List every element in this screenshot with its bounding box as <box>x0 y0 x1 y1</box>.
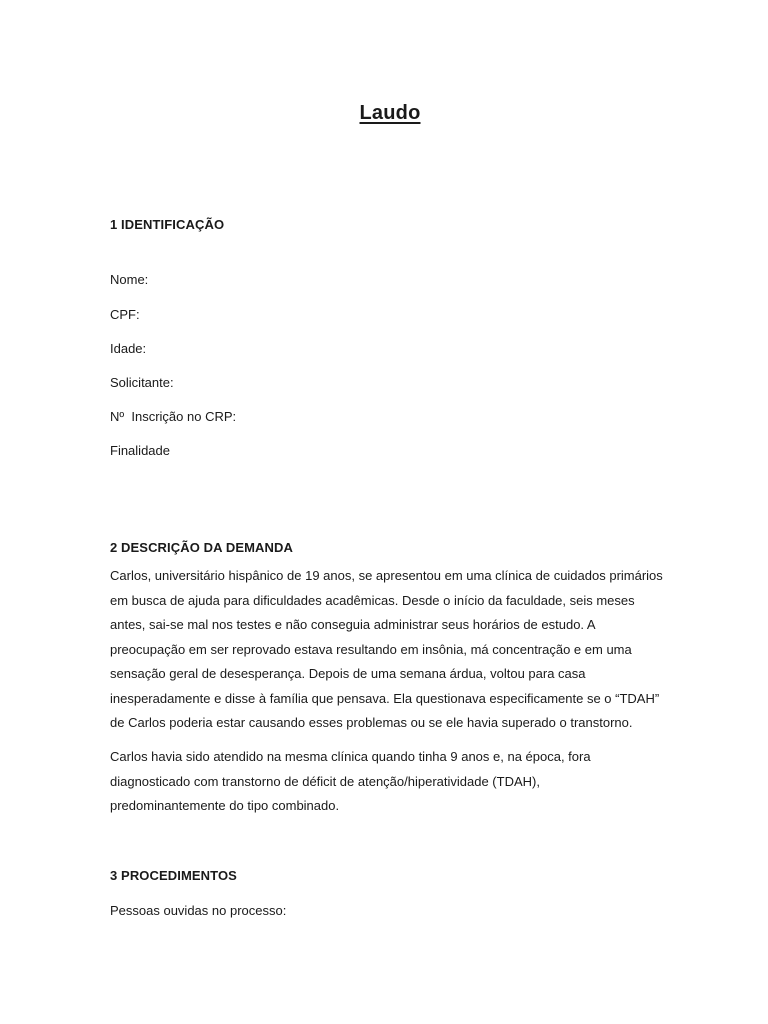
field-nome: Nome: <box>110 272 149 287</box>
paragraph-line: sensação geral de desesperança. Depois de uma semana árdua, voltou para casa <box>110 666 586 681</box>
field-finalidade: Finalidade <box>110 443 170 458</box>
section-heading-identificacao: 1 IDENTIFICAÇÃO <box>110 217 225 232</box>
paragraph-line: inesperadamente e disse à família que pensava. Ela questionava especificamente se o “TDAH” <box>110 690 660 706</box>
document-title: Laudo <box>359 102 421 124</box>
paragraph-line: de Carlos poderia estar causando esses problemas ou se ele havia superado o transtorno. <box>110 715 633 730</box>
paragraph-demanda-2 <box>110 745 670 819</box>
paragraph-line: antes, sai-se mal nos testes e não conseguia administrar seus horários de estudo. A <box>110 617 596 632</box>
field-idade: Idade: <box>110 341 147 356</box>
field-inscricao-crp: Nº Inscrição no CRP: <box>110 409 237 424</box>
field-cpf: CPF: <box>110 307 140 322</box>
procedimentos-text: Pessoas ouvidas no processo: <box>110 903 287 918</box>
paragraph-demanda-1 <box>110 564 670 736</box>
field-solicitante: Solicitante: <box>110 375 174 390</box>
paragraph-line: Carlos, universitário hispânico de 19 anos, se apresentou em uma clínica de cuidados primários <box>110 568 663 583</box>
paragraph-line: predominantemente do tipo combinado. <box>110 798 340 813</box>
section-heading-descricao-demanda: 2 DESCRIÇÃO DA DEMANDA <box>110 540 294 555</box>
section-heading-procedimentos: 3 PROCEDIMENTOS <box>110 868 237 883</box>
paragraph-line: preocupação em ser reprovado estava resultando em insônia, má concentração e em uma <box>110 641 632 657</box>
paragraph-line: Carlos havia sido atendido na mesma clínica quando tinha 9 anos e, na época, fora <box>110 749 591 764</box>
paragraph-line: em busca de ajuda para dificuldades acadêmicas. Desde o início da faculdade, seis meses <box>110 592 635 608</box>
paragraph-line: diagnosticado com transtorno de déficit de atenção/hiperatividade (TDAH), <box>110 773 540 789</box>
